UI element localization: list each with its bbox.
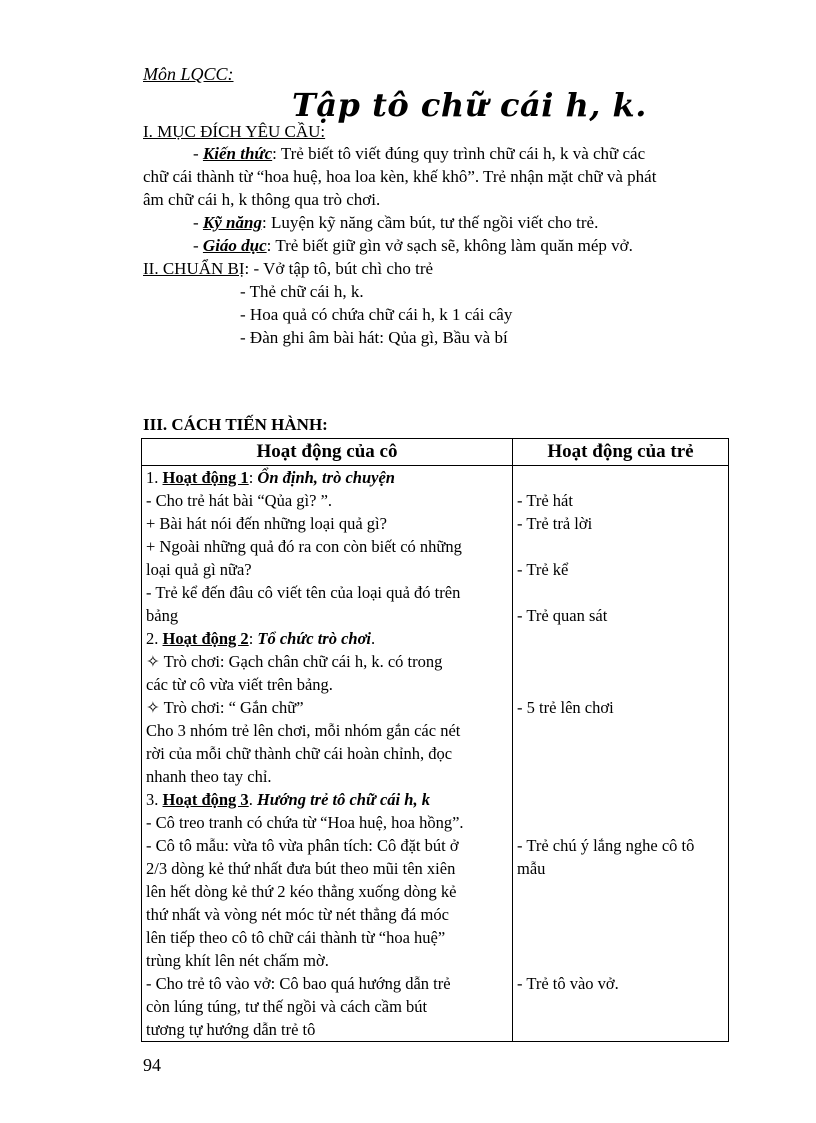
a2-child-line: - 5 trẻ lên chơi [517,698,614,717]
a3-child-line [517,880,724,903]
section2-heading [143,258,433,280]
a3-child-line: mẫu [517,859,546,878]
a2-teacher-line: rời của mỗi chữ thành chữ cái hoàn chỉnh, đọc [146,744,453,763]
a1-child-line [517,581,724,604]
header-teacher: Hoạt động của cô [142,439,513,466]
a3-teacher-line: - Cô treo tranh có chứa từ “Hoa huệ, hoa hồng”. [146,813,464,832]
activity1-title: Ổn định, trò chuyện [257,468,395,487]
a3-teacher-line: tương tự hướng dẫn trẻ tô [146,1020,316,1039]
a2-child-line [517,765,724,788]
a2-teacher-line: Cho 3 nhóm trẻ lên chơi, mỗi nhóm gắn các nét [146,721,461,740]
section1-heading [143,121,325,143]
a2-teacher-line: ✧ Trò chơi: “ Gắn chữ” [146,698,304,717]
a3-teacher-line: còn lúng túng, tư thế ngồi và cách cầm bút [146,997,428,1016]
header-children: Hoạt động của trẻ [513,439,729,466]
a3-teacher-line: thứ nhất và vòng nét móc từ nét thẳng đá móc [146,905,449,924]
a3-child-line: - Trẻ tô vào vở. [517,974,619,993]
knowledge-line-3: âm chữ cái h, k thông qua trò chơi. [143,190,381,209]
a2-teacher-line: nhanh theo tay chỉ. [146,767,272,786]
a1-teacher-line: + Ngoài những quả đó ra con còn biết có những [146,537,462,556]
a2-teacher-line: ✧ Trò chơi: Gạch chân chữ cái h, k. có trong [146,652,443,671]
a3-child-line [517,949,724,972]
section1-heading-text: I. MỤC ĐÍCH YÊU CẦU: [143,122,326,141]
a3-child-line [517,1018,724,1041]
activity3-heading: 3. Hoạt động 3. Hướng trẻ tô chữ cái h, k [146,790,430,809]
a1-child-line: - Trẻ hát [517,491,573,510]
table-row [142,466,729,1042]
activity2-number: 2. [146,629,163,648]
a3-child-line [517,811,724,834]
prep-item-2: - Hoa quả có chứa chữ cái h, k 1 cái cây [240,305,513,324]
a1-child-line: - Trẻ trả lời [517,514,593,533]
a1-teacher-line: - Trẻ kể đến đâu cô viết tên của loại quả đó trên [146,583,461,602]
a2-child-line [517,742,724,765]
spacer [517,466,724,489]
activity3-number: 3. [146,790,163,809]
lesson-title: Tập tô chữ cái h, k. [292,86,647,124]
knowledge-label: Kiến thức [202,144,273,163]
section2-first-item: : - Vở tập tô, bút chì cho trẻ [244,259,434,278]
a1-teacher-line: - Cho trẻ hát bài “Qủa gì? ”. [146,491,333,510]
a3-teacher-line: lên hết dòng kẻ thứ 2 kéo thẳng xuống dòng kẻ [146,882,457,901]
teacher-cell [142,466,513,1042]
a1-teacher-line: loại quả gì nữa? [146,560,252,579]
prep-item-3: - Đàn ghi âm bài hát: Qủa gì, Bầu và bí [240,328,508,347]
a2-child-line [517,719,724,742]
skill-label: Kỹ năng [202,213,262,232]
a1-teacher-line: + Bài hát nói đến những loại quả gì? [146,514,387,533]
skill-line: - Kỹ năng: Luyện kỹ năng cầm bút, tư thế ngồi viết cho trẻ. [193,213,599,232]
a2-child-line [517,650,724,673]
children-cell [513,466,729,1042]
a3-child-line [517,903,724,926]
prep-item-1: - Thẻ chữ cái h, k. [240,282,364,301]
knowledge-line-2: chữ cái thành từ “hoa huệ, hoa loa kèn, khế khô”. Trẻ nhận mặt chữ và phát [143,167,657,186]
skill-text: : Luyện kỹ năng cầm bút, tư thế ngồi viết cho trẻ. [261,213,599,232]
a1-child-line: - Trẻ quan sát [517,606,608,625]
a3-teacher-line: - Cô tô mẫu: vừa tô vừa phân tích: Cô đặt bút ở [146,836,459,855]
page-number: 94 [143,1055,161,1075]
section3-heading: III. CÁCH TIẾN HÀNH: [143,415,328,434]
a3-child-line [517,995,724,1018]
a3-teacher-line: 2/3 dòng kẻ thứ nhất đưa bút theo mũi tên xiên [146,859,456,878]
spacer [517,788,724,811]
a3-teacher-line: - Cho trẻ tô vào vở: Cô bao quá hướng dẫn trẻ [146,974,451,993]
activity2-label: Hoạt động 2 [162,629,249,648]
a1-teacher-line: bảng [146,606,179,625]
knowledge-line-1: - Kiến thức: Trẻ biết tô viết đúng quy trình chữ cái h, k và chữ các [193,144,646,163]
activity-table [141,438,729,1042]
activity1-heading: 1. Hoạt động 1: Ổn định, trò chuyện [146,468,395,487]
knowledge-text-1: : Trẻ biết tô viết đúng quy trình chữ cái h, k và chữ các [272,144,646,163]
table-header-row [142,439,729,466]
a1-child-line [517,535,724,558]
activity2-heading: 2. Hoạt động 2: Tổ chức trò chơi. [146,629,376,648]
a2-teacher-line: các từ cô vừa viết trên bảng. [146,675,333,694]
section2-heading-text: II. CHUẨN BỊ [143,259,245,278]
activity1-number: 1. [146,468,163,487]
education-label: Giáo dục [202,236,267,255]
subject-label: Môn LQCC: [143,64,234,84]
activity3-label: Hoạt động 3 [162,790,249,809]
activity2-title: Tổ chức trò chơi [257,629,372,648]
spacer [517,627,724,650]
activity3-title: Hướng trẻ tô chữ cái h, k [256,790,430,809]
a3-teacher-line: lên tiếp theo cô tô chữ cái thành từ “hoa huệ” [146,928,446,947]
a3-child-line: - Trẻ chú ý lắng nghe cô tô [517,836,695,855]
education-line: - Giáo dục: Trẻ biết giữ gìn vở sạch sẽ, không làm quăn mép vở. [193,236,633,255]
a3-teacher-line: trùng khít lên nét chấm mờ. [146,951,329,970]
education-text: : Trẻ biết giữ gìn vở sạch sẽ, không làm quăn mép vở. [266,236,633,255]
activity1-label: Hoạt động 1 [162,468,249,487]
a1-child-line: - Trẻ kể [517,560,569,579]
a2-child-line [517,673,724,696]
a3-child-line [517,926,724,949]
